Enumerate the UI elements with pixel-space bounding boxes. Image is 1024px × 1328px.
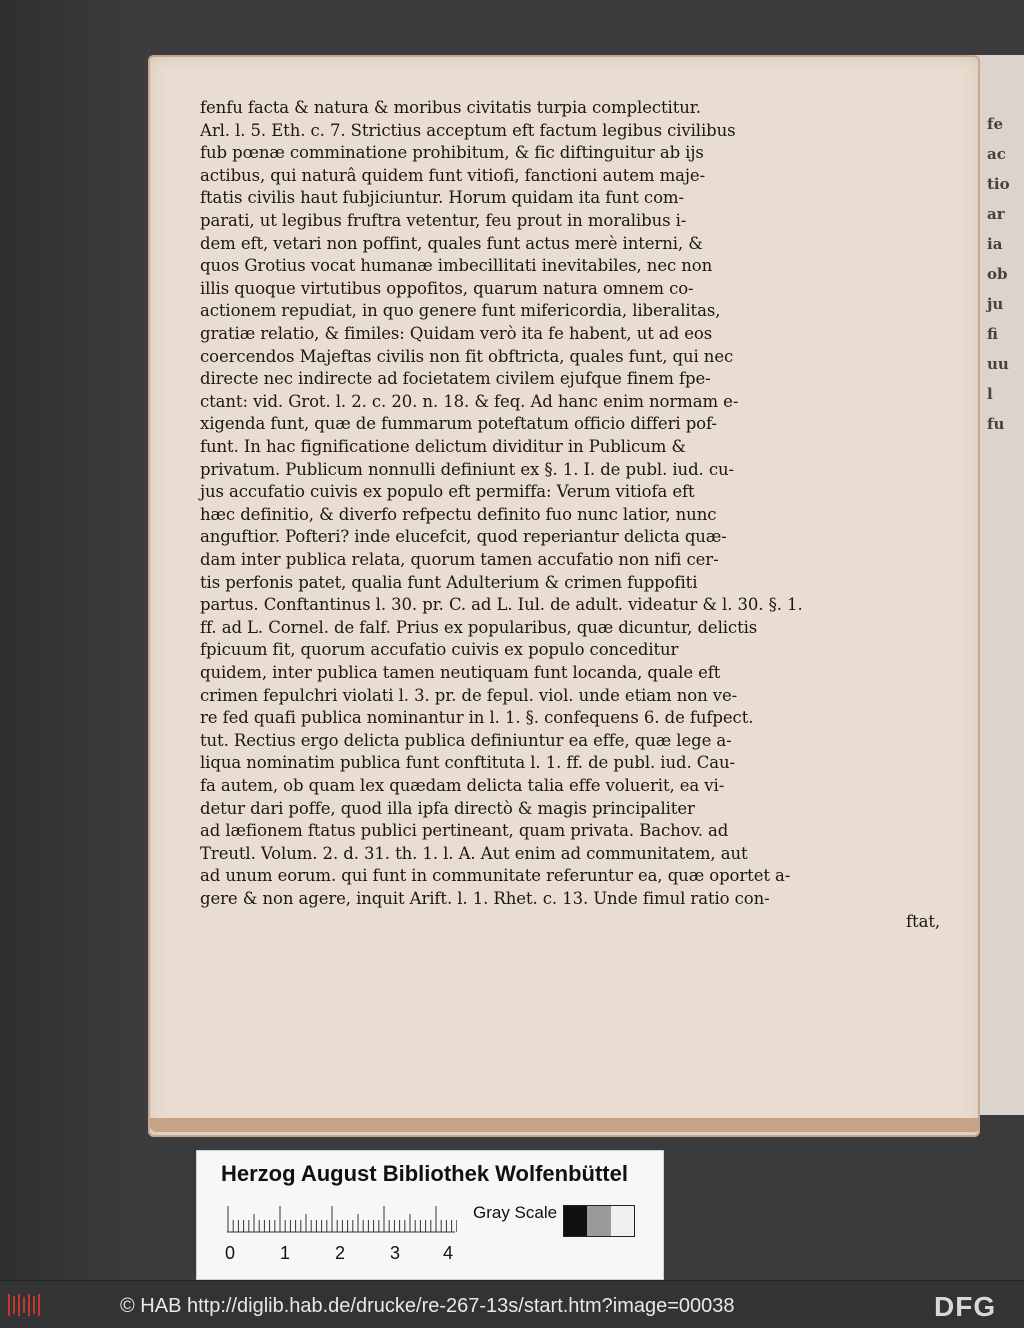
text-line: partus. Conftantinus l. 30. pr. C. ad L. Iul. de adult. videatur & l. 30. §. 1. bbox=[200, 595, 803, 615]
facing-page-fragment: ar bbox=[987, 205, 1005, 223]
text-line: parati, ut legibus fruftra vetentur, feu prout in moralibus i- bbox=[200, 211, 687, 230]
text-line: re fed quafi publica nominantur in l. 1. §. confequens 6. de fufpect. bbox=[200, 708, 754, 728]
text-line: ff. ad L. Cornel. de falf. Prius ex popularibus, quæ dicuntur, delictis bbox=[200, 617, 758, 637]
text-line: actionem repudiat, in quo genere funt mifericordia, liberalitas, bbox=[200, 301, 721, 321]
text-line: quos Grotius vocat humanæ imbecillitati inevitabiles, nec non bbox=[200, 256, 713, 276]
text-line: ad unum eorum. qui funt in communitate referuntur ea, quæ oportet a- bbox=[200, 866, 791, 886]
text-line: funt. In hac fignificatione delictum dividitur in Publicum & bbox=[200, 437, 686, 456]
text-line: dem eft, vetari non poffint, quales funt actus merè interni, & bbox=[200, 233, 703, 253]
text-line: directe nec indirecte ad focietatem civilem ejufque finem fpe- bbox=[200, 369, 711, 389]
text-line: gere & non agere, inquit Arift. l. 1. Rhet. c. 13. Unde fimul ratio con- bbox=[200, 889, 770, 908]
text-line: dam inter publica relata, quorum tamen accufatio non nifi cer- bbox=[200, 550, 719, 569]
text-line: quidem, inter publica tamen neutiquam funt locanda, quale eft bbox=[200, 663, 721, 682]
facing-page-fragment: fe bbox=[987, 115, 1003, 133]
text-line: liqua nominatim publica funt conftituta l. 1. ff. de publ. iud. Cau- bbox=[200, 753, 736, 773]
dfg-logo[interactable]: DFG bbox=[934, 1291, 997, 1322]
footer-bar bbox=[0, 1280, 1024, 1328]
text-line: Arl. l. 5. Eth. c. 7. Strictius acceptum eft factum legibus civilibus bbox=[200, 120, 736, 140]
text-line: fub pœnæ comminatione prohibitum, & fic diftinguitur ab ijs bbox=[200, 143, 704, 163]
ruler-number: 4 bbox=[443, 1243, 454, 1263]
text-line: ad læfionem ftatus publici pertineant, quam privata. Bachov. ad bbox=[200, 821, 729, 841]
ruler-number: 3 bbox=[390, 1243, 401, 1263]
facing-page-fragment: uu bbox=[987, 355, 1009, 373]
text-line: illis quoque virtutibus oppofitos, quarum natura omnem co- bbox=[200, 278, 694, 298]
text-line: jus accufatio cuivis ex populo eft permiffa: Verum vitiofa eft bbox=[200, 482, 695, 502]
color-calibration-card bbox=[196, 1150, 664, 1280]
swatch-white bbox=[611, 1206, 634, 1236]
facing-page-fragment: fi bbox=[987, 325, 998, 343]
text-line: hæc definitio, & diverfo refpectu definito fuo nunc latior, nunc bbox=[200, 504, 717, 524]
facing-page-fragment: ia bbox=[987, 235, 1003, 253]
gray-scale-label: Gray Scale bbox=[473, 1203, 558, 1222]
ruler-number: 2 bbox=[335, 1243, 346, 1263]
text-line: coercendos Majeftas civilis non fit obftricta, quales funt, qui nec bbox=[200, 346, 734, 366]
swatch-gray bbox=[587, 1206, 610, 1236]
text-line: Treutl. Volum. 2. d. 31. th. 1. l. A. Aut enim ad communitatem, aut bbox=[200, 843, 748, 863]
facing-page-fragment: l bbox=[987, 385, 993, 403]
hab-logo-icon[interactable] bbox=[6, 1292, 42, 1318]
gray-scale-swatches bbox=[563, 1205, 635, 1237]
text-line: tis perfonis patet, qualia funt Adulterium & crimen fuppofiti bbox=[200, 572, 698, 592]
copyright-link[interactable]: © HAB http://diglib.hab.de/drucke/re-267-13s/start.htm?image=00038 bbox=[120, 1295, 735, 1317]
text-line: actibus, qui naturâ quidem funt vitiofi, fanctioni autem maje- bbox=[200, 165, 706, 185]
ruler-scale bbox=[227, 1205, 457, 1233]
text-line: crimen fepulchri violati l. 3. pr. de fepul. viol. unde etiam non ve- bbox=[200, 685, 738, 705]
text-line: fenfu facta & natura & moribus civitatis turpia complectitur. bbox=[200, 98, 701, 117]
catchword: ftat, bbox=[906, 911, 940, 931]
swatch-black bbox=[564, 1206, 587, 1236]
facing-page-fragment: ac bbox=[987, 145, 1006, 163]
facing-page-fragment: ob bbox=[987, 265, 1008, 283]
text-line: xigenda funt, quæ de fummarum poteftatum officio differi pof- bbox=[200, 414, 717, 434]
ruler-number: 1 bbox=[280, 1243, 291, 1263]
page-edge bbox=[150, 1118, 980, 1132]
text-line: detur dari poffe, quod illa ipfa directò & magis principaliter bbox=[200, 798, 695, 818]
facing-page-fragment: fu bbox=[987, 415, 1005, 433]
scanner-shadow bbox=[0, 0, 150, 1280]
facing-page-fragment: ju bbox=[987, 295, 1004, 313]
ruler-number: 0 bbox=[225, 1243, 236, 1263]
text-line: fa autem, ob quam lex quædam delicta talia effe voluerit, ea vi- bbox=[200, 776, 725, 795]
facing-page-fragment: tio bbox=[987, 175, 1010, 193]
text-line: ftatis civilis haut fubjiciuntur. Horum quidam ita funt com- bbox=[200, 188, 684, 208]
text-line: fpicuum fit, quorum accufatio cuivis ex populo conceditur bbox=[200, 640, 679, 660]
text-line: tut. Rectius ergo delicta publica definiuntur ea effe, quæ lege a- bbox=[200, 730, 732, 750]
text-line: ctant: vid. Grot. l. 2. c. 20. n. 18. & feq. Ad hanc enim normam e- bbox=[200, 391, 739, 411]
text-line: anguftior. Pofteri? inde elucefcit, quod reperiantur delicta quæ- bbox=[200, 527, 727, 547]
library-name: Herzog August Bibliothek Wolfenbüttel bbox=[221, 1161, 628, 1186]
text-line: gratiæ relatio, & fimiles: Quidam verò ita fe habent, ut ad eos bbox=[200, 324, 713, 343]
text-line: privatum. Publicum nonnulli definiunt ex §. 1. I. de publ. iud. cu- bbox=[200, 459, 734, 479]
